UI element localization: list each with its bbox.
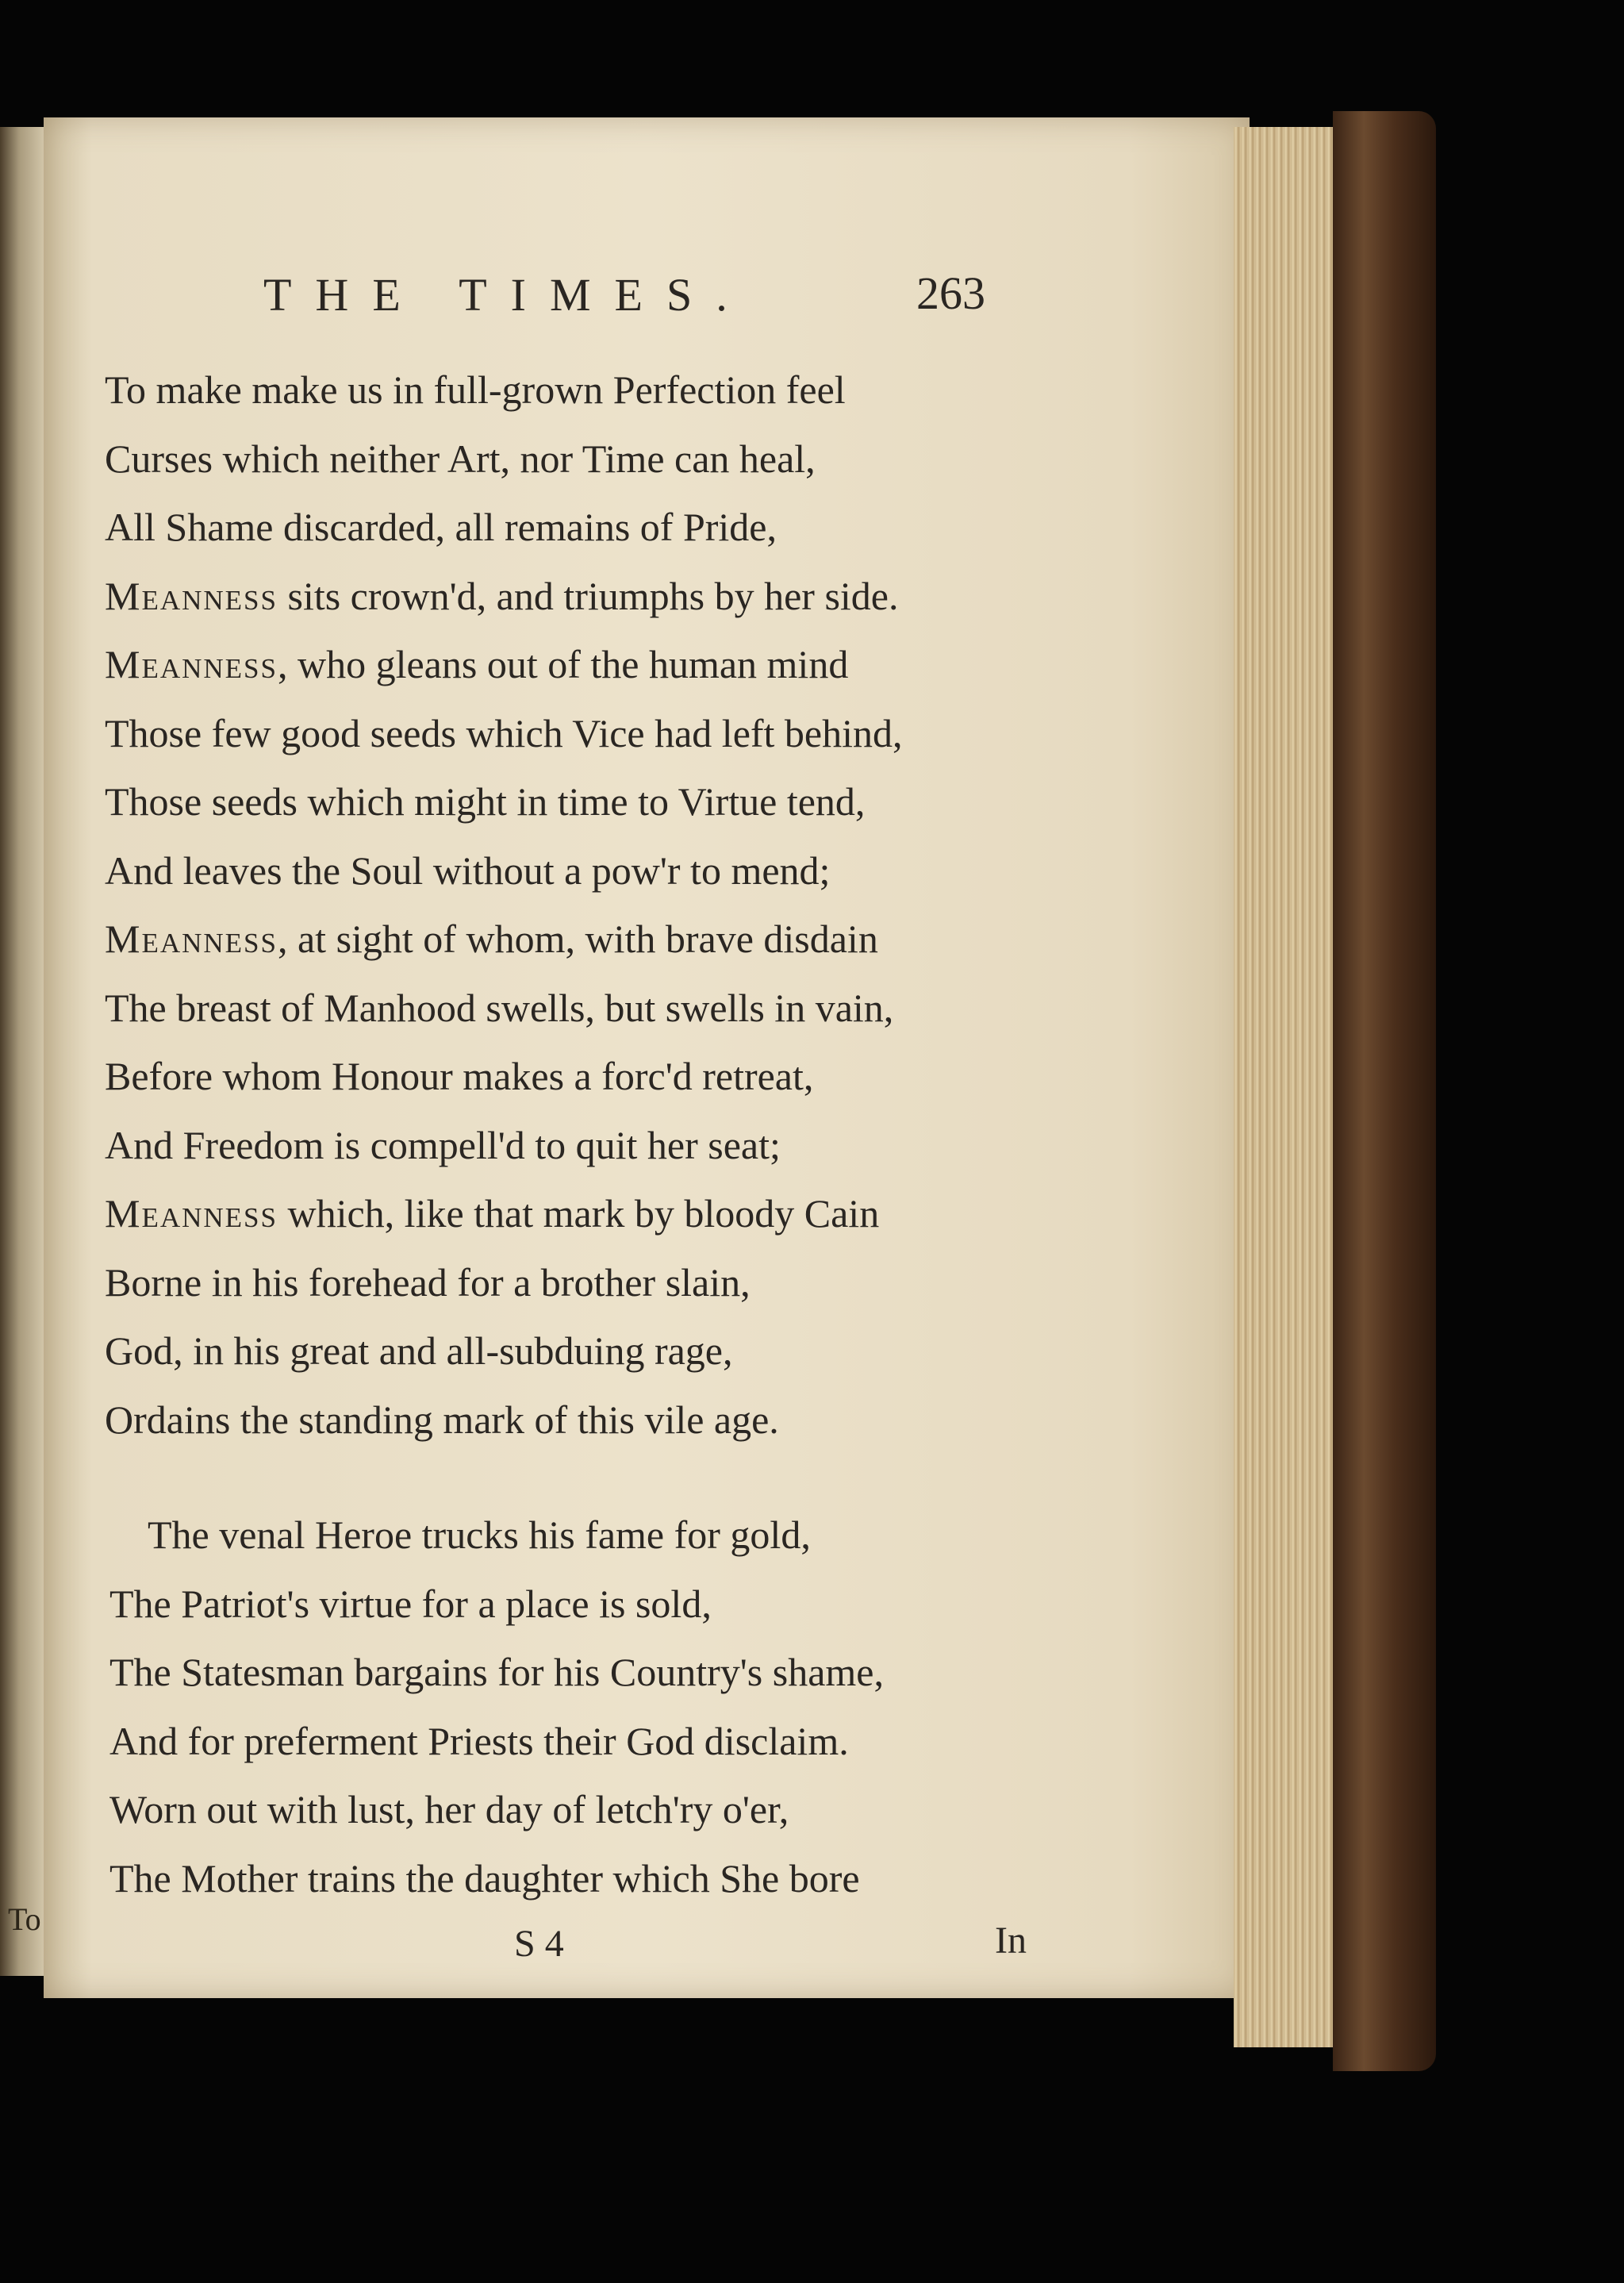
verse-text: Curses which neither Art, nor Time can heal, <box>105 436 816 481</box>
verse-text: And leaves the Soul without a pow'r to mend; <box>105 847 831 893</box>
verse-text: Those seeds which might in time to Virtue tend, <box>105 779 866 824</box>
verse-line <box>105 985 893 1031</box>
signature-mark: S 4 <box>514 1923 564 1965</box>
verse-text: All Shame discarded, all remains of Pride, <box>105 505 777 549</box>
verse-line <box>109 1649 884 1695</box>
small-caps-word: Meanness <box>105 642 278 686</box>
verse-text: The Mother trains the daughter which She bore <box>109 1855 860 1901</box>
verse-text: The breast of Manhood swells, but swells in vain, <box>105 985 894 1030</box>
verse-text: Borne in his forehead for a brother slain, <box>105 1259 751 1305</box>
catchword: In <box>995 1920 1027 1962</box>
verse-line <box>105 778 865 824</box>
facing-page-edge <box>0 127 48 1976</box>
verse-text: To make make us in full-grown Perfection feel <box>105 367 846 412</box>
verse-line <box>105 1328 732 1374</box>
verse-line <box>105 504 777 550</box>
verse-line <box>105 916 878 962</box>
small-caps-word: Meanness <box>105 573 278 618</box>
verse-text: which, like that mark by bloody Cain <box>277 1191 880 1236</box>
small-caps-word: Meanness <box>105 917 278 961</box>
verse-line <box>105 1397 779 1443</box>
verse-line <box>105 1259 751 1305</box>
verse-text: Worn out with lust, her day of letch'ry o'er, <box>109 1787 789 1831</box>
verse-line <box>105 1122 781 1168</box>
verse-line <box>105 847 830 894</box>
running-title: THE TIMES. <box>263 269 751 321</box>
leather-cover <box>1333 111 1436 2071</box>
verse-line <box>105 641 848 687</box>
page-fore-edge <box>1234 127 1345 2047</box>
verse-line <box>148 1512 811 1558</box>
verse-line <box>109 1581 712 1627</box>
verse-text: God, in his great and all-subduing rage, <box>105 1328 733 1373</box>
verse-text: The Patriot's virtue for a place is sold, <box>109 1581 712 1626</box>
verse-line <box>105 436 816 482</box>
verse-text: And Freedom is compell'd to quit her seat; <box>105 1122 781 1167</box>
verse-text: , at sight of whom, with brave disdain <box>277 917 878 961</box>
verse-text: The venal Heroe trucks his fame for gold, <box>148 1512 811 1557</box>
verse-line <box>105 710 903 756</box>
small-caps-word: Meanness <box>105 1191 278 1236</box>
verse-line <box>109 1718 849 1764</box>
verse-text: And for preferment Priests their God disclaim. <box>109 1718 849 1763</box>
verse-line <box>105 1190 879 1236</box>
verse-line <box>105 367 846 413</box>
verse-text: , who gleans out of the human mind <box>277 642 849 686</box>
verse-line <box>105 1053 813 1099</box>
page-number: 263 <box>916 267 985 319</box>
verse-line <box>109 1855 860 1901</box>
verse-text: Those few good seeds which Vice had left behind, <box>105 710 903 755</box>
verse-text: sits crown'd, and triumphs by her side. <box>277 573 899 618</box>
verse-text: Ordains the standing mark of this vile age. <box>105 1397 779 1442</box>
verse-line <box>105 573 899 619</box>
verse-text: Before whom Honour makes a forc'd retreat, <box>105 1054 814 1098</box>
facing-page-catchword: To <box>8 1901 41 1937</box>
verse-line <box>109 1786 789 1832</box>
verse-text: The Statesman bargains for his Country's shame, <box>109 1650 884 1694</box>
